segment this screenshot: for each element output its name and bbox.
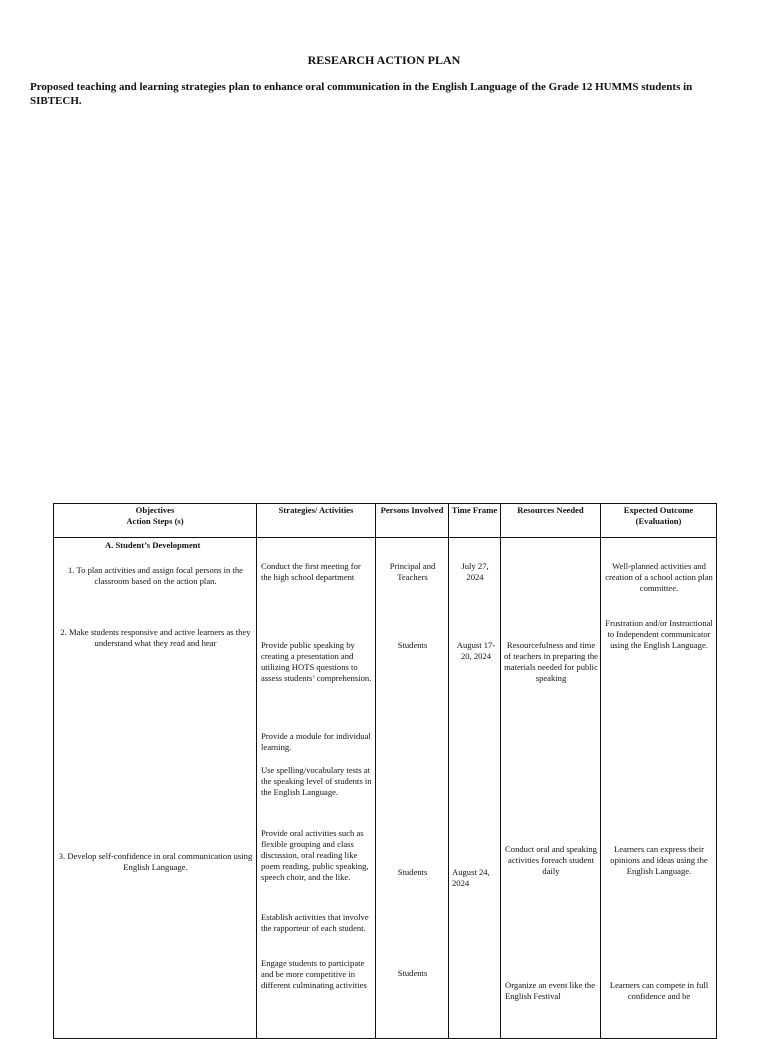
strategy-5: Provide oral activities such as flexible grouping and class discussion, oral reading like poem reading, public speaking, speech choir, and the like. (261, 828, 369, 882)
action-plan-table (53, 503, 717, 1039)
resources-cell (501, 538, 601, 1039)
time-1: July 27, 2024 (461, 561, 489, 582)
header-persons: Persons Involved (376, 504, 449, 538)
table-row (54, 538, 717, 1039)
section-heading: A. Student’s Development (105, 540, 201, 550)
header-expected-outcome: Expected Outcome (Evaluation) (601, 504, 717, 538)
persons-4: Students (397, 968, 428, 978)
outcome-4: Learners can compete in full confidence and be (609, 980, 709, 1001)
document-title: RESEARCH ACTION PLAN (307, 53, 461, 67)
strategy-3: Provide a module for individual learning. (261, 731, 371, 752)
time-3: August 24, 2024 (452, 867, 490, 888)
header-resources: Resources Needed (501, 504, 601, 538)
outcome-cell (601, 538, 717, 1039)
persons-3: Students (397, 867, 428, 877)
table-header-row (54, 504, 717, 538)
header-time-frame: Time Frame (449, 504, 501, 538)
strategy-7: Engage students to participate and be more competitive in different culminating activities (261, 958, 367, 990)
outcome-1: Well-planned activities and creation of a school action plan committee. (605, 561, 713, 593)
persons-cell (376, 538, 449, 1039)
resources-2: Conduct oral and speaking activities foreach student daily (505, 844, 597, 876)
strategy-4: Use spelling/vocabulary tests at the speaking level of students in the English Language. (261, 765, 372, 797)
strategy-1: Conduct the first meeting for the high school department (261, 561, 361, 582)
strategy-2: Provide public speaking by creating a presentation and utilizing HOTS questions to assess students’ comprehension. (261, 640, 372, 683)
header-objectives: Objectives Action Steps (s) (54, 504, 257, 538)
objective-3: 3. Develop self-confidence in oral communication using English Language. (58, 851, 253, 872)
strategies-cell (257, 538, 376, 1039)
time-cell (449, 538, 501, 1039)
strategy-6: Establish activities that involve the rapporteur of each student. (261, 912, 369, 933)
outcome-2: Frustration and/or Instructional to Independent communicator using the English Language. (605, 618, 713, 650)
time-2: August 17-20, 2024 (456, 640, 496, 661)
header-strategies: Strategies/ Activities (257, 504, 376, 538)
objective-2: 2. Make students responsive and active learners as they understand what they read and hear (60, 627, 251, 648)
document-subtitle: Proposed teaching and learning strategies plan to enhance oral communication in the English Language of the Grade 12 HUMMS students in SIBTECH. (30, 81, 693, 107)
persons-2: Students (397, 640, 428, 650)
objectives-cell (54, 538, 257, 1039)
resources-3: Organize an event like the English Festival (505, 980, 596, 1001)
outcome-3: Learners can express their opinions and ideas using the English Language. (610, 844, 708, 876)
resources-1: Resourcefulness and time of teachers in preparing the materials needed for public speaking (503, 640, 598, 683)
persons-1: Principal and Teachers (389, 561, 436, 582)
objective-1: 1. To plan activities and assign focal persons in the classroom based on the action plan. (68, 565, 243, 586)
